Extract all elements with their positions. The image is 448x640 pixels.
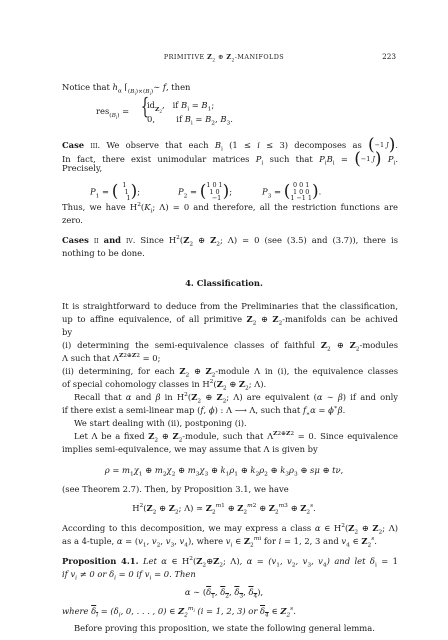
body-line: if there exist a semi-linear map (f, ϕ) : Λ ⟶ Λ, such that $f_∗\alpha = \phi^∗\beta$.: [62, 405, 346, 418]
case3-line3: Precisely,: [62, 163, 103, 173]
running-header: PRIMITIVE $Z_2$ ⊕ $Z_2$-MANIFOLDS: [163, 53, 285, 64]
notice-line: Notice that $h_\alpha$ $⌈_{(B_i)\times(B_i)}\sim$ f, then: [62, 82, 191, 96]
equation-rho: $\rho = m_1\chi_1$ ⊕ $m_2\chi_2$ ⊕ $m_3\chi_3$ ⊕ $k_1\rho_1$ ⊕ $k_2\rho_2$ ⊕ $k_3\rho_3$ ⊕ sμ ⊕ tν,: [104, 465, 344, 478]
body-line: (i) determining the semi-equivalence classes of faithful $Z_2$ ⊕ $Z_2$-modules: [62, 340, 398, 353]
matrix-p1: $P_1$ = ( 1 1 1);: [90, 181, 141, 203]
body-line: According to this decomposition, we may express a class α ∈ $H^2(Z_2$ ⊕ $Z_2$; Λ): [62, 523, 399, 536]
body-line: (see Theorem 2.7). Then, by Proposition 3.1, we have: [62, 484, 289, 494]
matrix-p3: $P_3$ = ( 0 0 1 1 0 0 1 −1 1).: [262, 181, 322, 203]
proposition-line3: where $\delta_i = (\delta_i$, 0, . . . , 0) ∈ $Z_2^{m_i}$ (i = 1, 2, 3) or $\delta_4$ ∈ $Z_2^s$.: [62, 606, 296, 619]
body-line: (ii) determining, for each $Z_2$ ⊕ $Z_2$-module Λ in (i), the equivalence classes: [62, 366, 398, 379]
proposition-line1: Proposition 4.1. Let α ∈ $H^2(Z_2\oplus Z_2$; Λ), $\alpha = (v_1$, $v_2$, $v_3$, $v_4$) and let $\delta_i = 1$: [62, 556, 399, 569]
matrix-p2: $P_2 = (1$ 0 1 1 0 −1);: [178, 181, 233, 203]
body-line: It is straightforward to deduce from the Preliminaries that the classification,: [62, 301, 398, 311]
body-line: as a 4-tuple, $\alpha = (v_1$, $v_2$, $v_3$, $v_4$), where $v_i$ ∈ $Z_2^{mi}$ for i = 1, 2, 3 and $v_4$ ∈ $Z_2^s$.: [62, 536, 377, 549]
res-label: res$_{(B_i)}$ =: [96, 106, 130, 120]
cases-brace: {: [140, 95, 150, 120]
body-line: up to affine equivalence, of all primitive $Z_2$ ⊕ $Z_2$-manifolds can be achived: [62, 314, 399, 327]
body-line: by: [62, 327, 73, 337]
cases24-line2: nothing to be done.: [62, 248, 145, 258]
case3-line6: zero.: [62, 215, 83, 225]
body-line: Let Λ be a fixed $Z_2$ ⊕ $Z_2$-module, such that $\Lambda^{Z2\oplus Z2} = 0$. Since equivalence: [74, 430, 398, 444]
res-case-1: $id_{Z_2}$, if $B_i = B_1$;: [147, 100, 215, 114]
body-line: Recall that α and β in $H^2(Z_2$ ⊕ $Z_2$; Λ) are equivalent (α ∼ β) if and only: [74, 392, 398, 405]
section-heading: 4. Classification.: [185, 278, 263, 288]
equation-h2: $H^2(Z_2$ ⊕ $Z_2$; Λ) ≃ $Z_2^{m1}$ ⊕ $Z_2^{m2}$ ⊕ $Z_2^{m3}$ ⊕ $Z_2^s$.: [132, 503, 316, 516]
case3-line2: In fact, there exist unimodular matrices $P_i$ such that $P_iB_i = (-1$ J) $P_i$.: [62, 149, 398, 169]
case3-line5: Thus, we have $H^2(K_i$; Λ) = 0 and therefore, all the restriction functions are: [62, 202, 398, 215]
res-case-2: 0, if $B_i = B_2$, $B_3$.: [147, 114, 233, 127]
body-line: Before proving this proposition, we state the following general lemma.: [74, 623, 375, 633]
proposition-line2: if $v_i \ne 0$ or $\delta_i = 0$ if $v_i = 0$. Then: [62, 569, 196, 582]
body-line: implies semi-equivalence, we may assume that Λ is given by: [62, 444, 318, 454]
proposition-equation: α ∼ ($\delta_1$, $\delta_2$, $\delta_3$, $\delta_4$),: [184, 587, 264, 600]
body-line: of special cohomology classes in $H^2(Z_2$ ⊕ $Z_2$; Λ).: [62, 379, 267, 392]
body-line: We start dealing with (ii), postponing (i).: [74, 418, 247, 428]
case3-line1: Case iii. We observe that each $B_i$ (1 ≤ i ≤ 3) decomposes as (−1 J).: [62, 135, 398, 155]
cases24-line1: Cases ii and iv. Since $H^2(Z_2$ ⊕ $Z_2$; Λ) = 0 (see (3.5) and (3.7)), there is: [62, 235, 398, 248]
body-line: Λ such that $\Lambda^{Z2\oplus Z2} = 0$;: [62, 352, 161, 363]
page-number: 223: [382, 52, 396, 61]
